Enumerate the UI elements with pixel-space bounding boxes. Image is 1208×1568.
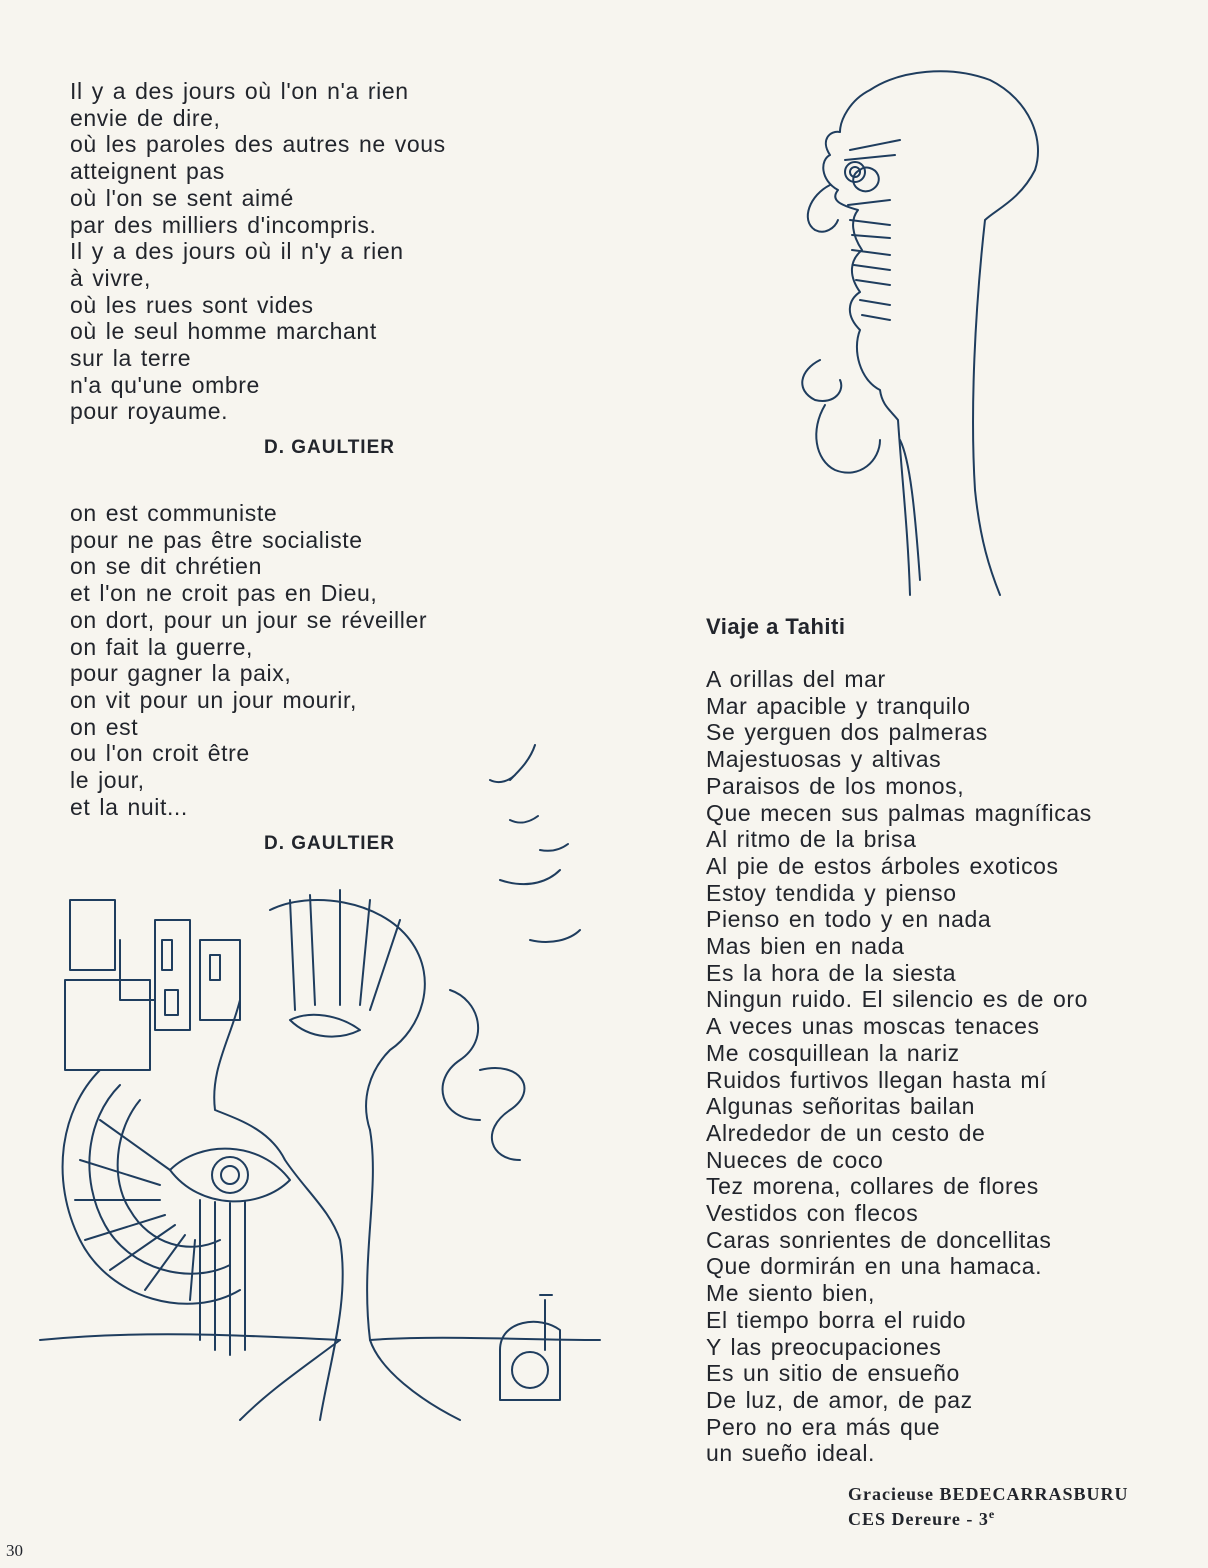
surreal-face-city-illustration bbox=[40, 740, 620, 1430]
poem-1-line: envie de dire, bbox=[70, 104, 221, 131]
poem-1-line: où les rues sont vides bbox=[70, 291, 314, 318]
poem-1-line: atteignent pas bbox=[70, 158, 225, 185]
poem-3-line: Mar apacible y tranquilo bbox=[706, 692, 971, 719]
page-number: 30 bbox=[6, 1541, 23, 1560]
poem-1-line: Il y a des jours où il n'y a rien bbox=[70, 238, 404, 265]
poem-2-line: on est communiste bbox=[70, 500, 278, 526]
poem-3-line: Que dormirán en una hamaca. bbox=[706, 1253, 1043, 1280]
poem-3-line: Pero no era más que bbox=[706, 1413, 941, 1440]
poem-3-line: Al ritmo de la brisa bbox=[706, 826, 917, 853]
poem-3-line: El tiempo borra el ruido bbox=[706, 1306, 967, 1333]
head-profile-illustration bbox=[790, 60, 1050, 600]
poem-3-line: Vestidos con flecos bbox=[706, 1200, 919, 1227]
poem-3-line: Algunas señoritas bailan bbox=[706, 1093, 976, 1120]
poem-2-line: on fait la guerre, bbox=[70, 633, 254, 660]
poem-3-line: Me siento bien, bbox=[706, 1280, 875, 1307]
poem-2-author: D. GAULTIER bbox=[264, 833, 395, 854]
poem-3-line: Me cosquillean la nariz bbox=[706, 1039, 960, 1066]
poem-2-line: on dort, pour un jour se réveiller bbox=[70, 606, 428, 633]
poem-3-line: Pienso en todo y en nada bbox=[706, 906, 992, 933]
poem-2-line: pour gagner la paix, bbox=[70, 660, 292, 687]
poem-1-line: pour royaume. bbox=[70, 398, 229, 425]
poem-3-title: Viaje a Tahiti bbox=[706, 614, 846, 639]
poem-3-line: Y las preocupaciones bbox=[706, 1333, 942, 1360]
credit-school bbox=[848, 1507, 995, 1530]
poem-3-line: Se yerguen dos palmeras bbox=[706, 719, 988, 746]
poem-1-author: D. GAULTIER bbox=[264, 437, 395, 458]
poem-2-line: on vit pour un jour mourir, bbox=[70, 686, 357, 713]
poem-1-line: Il y a des jours où l'on n'a rien bbox=[70, 78, 409, 104]
poem-1-line: à vivre, bbox=[70, 264, 151, 291]
poem-1-line: n'a qu'une ombre bbox=[70, 371, 260, 398]
poem-3-line: Estoy tendida y pienso bbox=[706, 879, 957, 906]
poem-3-line: Es la hora de la siesta bbox=[706, 959, 957, 986]
credit-grade-suffix: e bbox=[988, 1507, 996, 1521]
poem-3-line: Nueces de coco bbox=[706, 1146, 884, 1173]
poem-1-line: où l'on se sent aimé bbox=[70, 184, 294, 211]
credit-school-text: CES Dereure - 3 bbox=[848, 1509, 989, 1529]
poem-1-line: où les paroles des autres ne vous bbox=[70, 131, 446, 158]
poem-3-line: Majestuosas y altivas bbox=[706, 746, 942, 773]
poem-2-line: on est bbox=[70, 713, 139, 740]
poem-3-line: A veces unas moscas tenaces bbox=[706, 1013, 1040, 1040]
poem-2-line: on se dit chrétien bbox=[70, 553, 262, 580]
poem-3-line: A orillas del mar bbox=[706, 666, 886, 692]
poem-3-line: Alrededor de un cesto de bbox=[706, 1119, 986, 1146]
poem-2-line: pour ne pas être socialiste bbox=[70, 526, 363, 553]
poem-3-line: Tez morena, collares de flores bbox=[706, 1173, 1039, 1200]
poem-3-line: Al pie de estos árboles exoticos bbox=[706, 852, 1059, 879]
poem-3-line: Paraisos de los monos, bbox=[706, 772, 965, 799]
poem-1-line: où le seul homme marchant bbox=[70, 318, 377, 345]
poem-3 bbox=[706, 666, 1092, 1467]
poem-1-line: par des milliers d'incompris. bbox=[70, 211, 377, 238]
poem-2-line: le jour, bbox=[70, 767, 145, 794]
poem-3-line: Es un sitio de ensueño bbox=[706, 1360, 960, 1387]
poem-3-line: Mas bien en nada bbox=[706, 933, 905, 960]
poem-3-line: Que mecen sus palmas magníficas bbox=[706, 799, 1092, 826]
poem-3-line: Ruidos furtivos llegan hasta mí bbox=[706, 1066, 1048, 1093]
poem-3-line: Ningun ruido. El silencio es de oro bbox=[706, 986, 1089, 1013]
poem-1 bbox=[70, 78, 446, 425]
credit-author-name: Gracieuse BEDECARRASBURU bbox=[848, 1484, 1129, 1504]
poem-2-line: et la nuit... bbox=[70, 793, 188, 820]
poem-3-line: Caras sonrientes de doncellitas bbox=[706, 1226, 1052, 1253]
poem-1-line: sur la terre bbox=[70, 345, 192, 372]
poem-2-line: ou l'on croit être bbox=[70, 740, 250, 767]
poem-2-line: et l'on ne croit pas en Dieu, bbox=[70, 580, 378, 607]
poem-3-line: un sueño ideal. bbox=[706, 1440, 876, 1467]
poem-3-line: De luz, de amor, de paz bbox=[706, 1386, 973, 1413]
